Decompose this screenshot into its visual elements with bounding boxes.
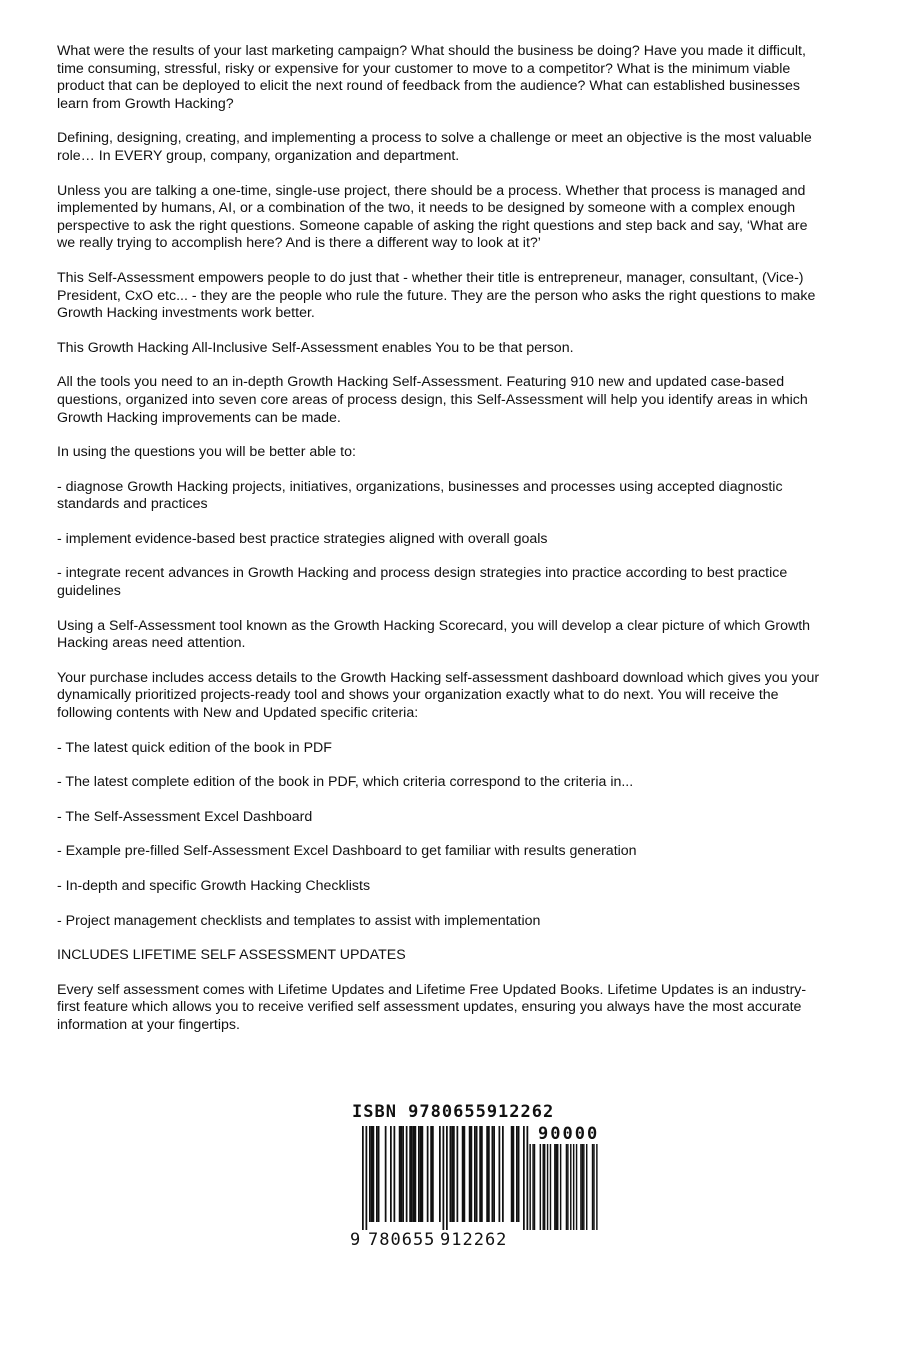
paragraph: This Self-Assessment empowers people to do just that - whether their title is entrepreneur, manager, consultant, (Vice-) President, CxO etc... - they are the people who rule the future. They are the person who asks the right questions to make Growth Hacking investments work better. (57, 269, 816, 322)
barcode-bar (418, 1126, 420, 1222)
barcode-bar (369, 1126, 371, 1222)
barcode-bar (411, 1126, 413, 1222)
barcode-bar (399, 1126, 401, 1222)
barcode-first-digit: 9 (350, 1230, 361, 1250)
list-item: - The Self-Assessment Excel Dashboard (57, 808, 313, 825)
barcode-bar (499, 1126, 501, 1222)
paragraph: In using the questions you will be better able to: (57, 444, 356, 461)
barcode-bar (518, 1126, 520, 1222)
addon-bar (580, 1144, 581, 1230)
barcode-bar (373, 1126, 375, 1222)
barcode-bar (376, 1126, 378, 1222)
list-item: - The latest quick edition of the book in PDF (57, 739, 332, 756)
list-item: - Example pre-filled Self-Assessment Excel Dashboard to get familiar with results generation (57, 843, 637, 860)
barcode-right-digits: 912262 (440, 1230, 508, 1250)
barcode-bar (413, 1126, 415, 1222)
list-item: - implement evidence-based best practice strategies aligned with overall goals (57, 530, 548, 547)
paragraph: This Growth Hacking All-Inclusive Self-Assessment enables You to be that person. (57, 339, 574, 356)
barcode-bar (415, 1126, 417, 1222)
paragraph: Defining, designing, creating, and implementing a process to solve a challenge or meet an objective is the most valuable role… In EVERY group, company, organization and department. (57, 130, 812, 164)
addon-bar (582, 1144, 583, 1230)
barcode-bar (420, 1126, 422, 1222)
addon-bar (576, 1144, 577, 1230)
barcode-bar (446, 1126, 448, 1230)
isbn-label: ISBN 9780655912262 (352, 1102, 555, 1122)
barcode-bar (409, 1126, 411, 1222)
addon-bar (583, 1144, 584, 1230)
barcode-bar (401, 1126, 403, 1222)
addon-bar (570, 1144, 571, 1230)
addon-bar (556, 1144, 557, 1230)
section-heading: INCLUDES LIFETIME SELF ASSESSMENT UPDATES (57, 947, 406, 964)
addon-bar (586, 1144, 587, 1230)
barcode-bar (422, 1126, 424, 1222)
barcode-bar (362, 1126, 364, 1230)
barcode-bar (378, 1126, 380, 1222)
addon-bar (540, 1144, 541, 1230)
barcode-bar (402, 1126, 404, 1222)
barcode-bar (493, 1126, 495, 1222)
addon-bar (543, 1144, 544, 1230)
list-item: - The latest complete edition of the book in PDF, which criteria correspond to the criteria in... (57, 774, 634, 791)
paragraph: What were the results of your last marketing campaign? What should the business be doing? Have you made it difficult, time consuming, stressful, risky or expensive for your customer to move to a competitor? What is the minimum viable product that can be deployed to elicit the next round of feedback from the audience? What can established businesses learn from Growth Hacking? (57, 43, 806, 112)
barcode-bar (430, 1126, 432, 1222)
addon-bar (544, 1144, 545, 1230)
paragraph: Unless you are talking a one-time, single-use project, there should be a process. Whether that process is managed and implemented by humans, AI, or a combination of the two, it needs to be designed by someone with a complex enough perspective to ask the right questions. Someone capable of asking the right questions and step back and say, ‘What are we really trying to accomplish here? And is there a different way to look at it?’ (57, 182, 808, 252)
barcode-bar (406, 1126, 408, 1222)
barcode-bar (394, 1126, 396, 1222)
barcode-bar (457, 1126, 459, 1222)
barcode-bar (427, 1126, 429, 1222)
barcode-bar (474, 1126, 476, 1222)
addon-bar (550, 1144, 551, 1230)
addon-bar (532, 1144, 533, 1230)
isbn-barcode (348, 1102, 610, 1254)
barcode-bars (348, 1126, 610, 1230)
barcode-left-digits: 780655 (368, 1230, 436, 1250)
barcode-bar (471, 1126, 473, 1222)
addon-bar (592, 1144, 593, 1230)
barcode-bar (453, 1126, 455, 1222)
list-item: - In-depth and specific Growth Hacking Checklists (57, 878, 371, 894)
addon-bar (596, 1144, 597, 1230)
addon-bar (573, 1144, 574, 1230)
barcode-bar (385, 1126, 387, 1222)
addon-bar (554, 1144, 555, 1230)
paragraph: Using a Self-Assessment tool known as the Growth Hacking Scorecard, you will develop a clear picture of which Growth Hacking areas need attention. (57, 617, 811, 652)
list-item: - Project management checklists and templates to assist with implementation (57, 912, 541, 929)
paragraph: All the tools you need to an in-depth Growth Hacking Self-Assessment. Featuring 910 new and updated case-based questions, organized into seven core areas of process design, this Self-Assessment will help you identify areas in which Growth Hacking improvements can be made. (57, 374, 808, 426)
barcode-bar (513, 1126, 515, 1222)
barcode-bar (486, 1126, 488, 1222)
barcode-bar (432, 1126, 434, 1222)
barcode-bar (511, 1126, 513, 1222)
list-item: - diagnose Growth Hacking projects, initiatives, organizations, businesses and processes using accepted diagnostic standards and practices (57, 478, 783, 513)
barcode-bar (516, 1126, 518, 1222)
addon-bar (566, 1144, 567, 1230)
barcode-bar (464, 1126, 466, 1222)
barcode-addon-digits: 90000 (538, 1124, 600, 1144)
addon-bar (567, 1144, 568, 1230)
list-item: - integrate recent advances in Growth Hacking and process design strategies into practice according to best practice guidelines (57, 565, 788, 600)
barcode-bar (476, 1126, 478, 1222)
barcode-bar (366, 1126, 368, 1230)
paragraph: Every self assessment comes with Lifetime Updates and Lifetime Free Updated Books. Lifetime Updates is an industry-first feature which allows you to receive verified self assessment updates, ensuring you always have the most accurate information at your fingertips. (57, 981, 807, 1033)
barcode-bar (443, 1126, 445, 1230)
paragraph: Your purchase includes access details to the Growth Hacking self-assessment dashboard download which gives you your dynamically prioritized projects-ready tool and shows your organization exactly what to do next. You will receive the following contents with New and Updated specific criteria: (57, 669, 820, 722)
barcode-bar (462, 1126, 464, 1222)
barcode-bar (488, 1126, 490, 1222)
addon-bar (593, 1144, 594, 1230)
barcode-bar (481, 1126, 483, 1222)
barcode-bar (450, 1126, 452, 1222)
barcode-bar (492, 1126, 494, 1222)
barcode-bar (502, 1126, 504, 1222)
barcode-bar (439, 1126, 441, 1222)
barcode-bar (390, 1126, 392, 1222)
description-text (57, 43, 827, 1052)
barcode-bar (479, 1126, 481, 1222)
barcode-bar (371, 1126, 373, 1222)
addon-bar (534, 1144, 535, 1230)
addon-bar (547, 1144, 548, 1230)
addon-bar (557, 1144, 558, 1230)
barcode-bar (523, 1126, 525, 1230)
barcode-bar (469, 1126, 471, 1222)
addon-bar (529, 1144, 530, 1230)
addon-bar (560, 1144, 561, 1230)
barcode-bar (451, 1126, 453, 1222)
barcode-bar (527, 1126, 529, 1230)
